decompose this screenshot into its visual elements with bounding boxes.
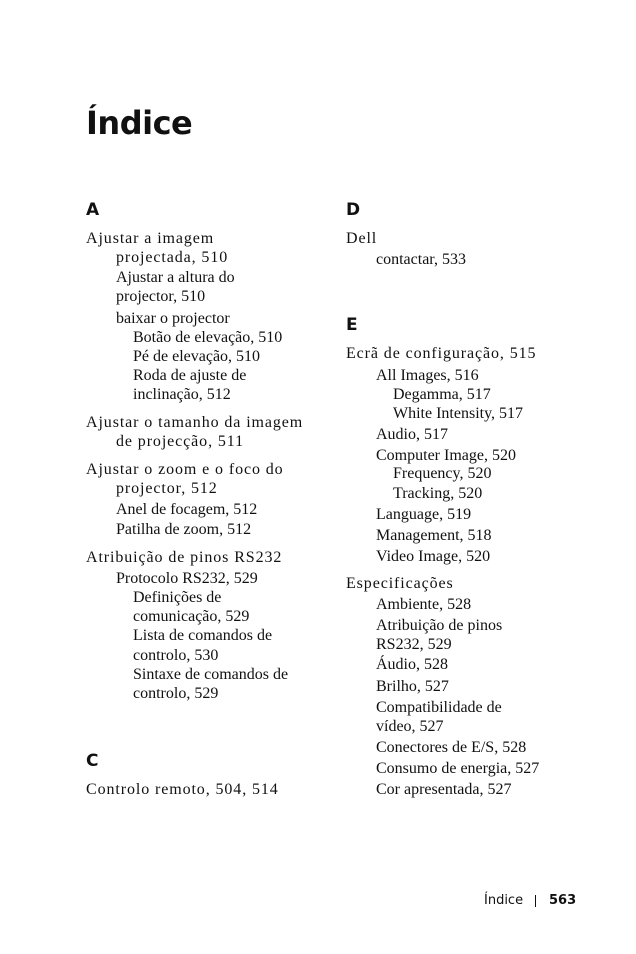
footer-separator bbox=[535, 895, 536, 907]
index-subentry: baixar o projector bbox=[116, 310, 230, 327]
index-subentry: Video Image, 520 bbox=[376, 548, 491, 565]
index-subentry: RS232, 529 bbox=[376, 636, 452, 653]
index-subsubentry: comunicação, 529 bbox=[133, 608, 250, 625]
index-subentry: Computer Image, 520 bbox=[376, 447, 516, 464]
index-subentry: Conectores de E/S, 528 bbox=[376, 739, 527, 756]
index-entry: Ajustar o tamanho da imagem bbox=[86, 414, 304, 431]
index-subsubentry: Botão de elevação, 510 bbox=[133, 329, 283, 346]
index-entry: Dell bbox=[346, 230, 378, 247]
index-subsubentry: controlo, 530 bbox=[133, 647, 219, 664]
index-subentry: contactar, 533 bbox=[376, 251, 466, 268]
index-subentry: All Images, 516 bbox=[376, 367, 479, 384]
index-entry: Ecrã de configuração, 515 bbox=[346, 345, 537, 362]
index-subentry: Language, 519 bbox=[376, 506, 472, 523]
index-subsubentry: Sintaxe de comandos de bbox=[133, 666, 289, 683]
index-subentry: projector, 510 bbox=[116, 288, 206, 305]
index-letter-e: E bbox=[346, 315, 358, 335]
index-subsubentry: Lista de comandos de bbox=[133, 627, 273, 644]
index-subentry: Patilha de zoom, 512 bbox=[116, 521, 252, 538]
index-subsubentry: Degamma, 517 bbox=[393, 386, 491, 403]
index-entry: projectada, 510 bbox=[116, 249, 229, 266]
index-entry: Ajustar a imagem bbox=[86, 230, 215, 247]
index-subentry: Cor apresentada, 527 bbox=[376, 781, 512, 798]
index-subentry: Brilho, 527 bbox=[376, 678, 449, 695]
index-subsubentry: Tracking, 520 bbox=[393, 485, 483, 502]
index-subsubentry: inclinação, 512 bbox=[133, 386, 231, 403]
index-subsubentry: Pé de elevação, 510 bbox=[133, 348, 261, 365]
index-subsubentry: Frequency, 520 bbox=[393, 465, 492, 482]
index-subentry: Compatibilidade de bbox=[376, 699, 502, 716]
index-letter-d: D bbox=[346, 200, 361, 220]
index-subsubentry: Roda de ajuste de bbox=[133, 367, 247, 384]
index-subentry: Atribuição de pinos bbox=[376, 617, 503, 634]
page-number: 563 bbox=[549, 893, 577, 908]
index-subsubentry: controlo, 529 bbox=[133, 685, 219, 702]
index-subentry: vídeo, 527 bbox=[376, 718, 444, 735]
index-entry: Ajustar o zoom e o foco do bbox=[86, 461, 284, 478]
index-letter-c: C bbox=[86, 751, 99, 771]
index-subentry: Áudio, 528 bbox=[376, 656, 448, 673]
index-subentry: Anel de focagem, 512 bbox=[116, 501, 258, 518]
index-subentry: Ambiente, 528 bbox=[376, 596, 472, 613]
index-subentry: Management, 518 bbox=[376, 527, 492, 544]
index-subentry: Audio, 517 bbox=[376, 426, 448, 443]
page-title: Índice bbox=[86, 104, 193, 142]
index-entry: Controlo remoto, 504, 514 bbox=[86, 781, 279, 798]
index-entry: Especificações bbox=[346, 575, 454, 592]
index-subentry: Protocolo RS232, 529 bbox=[116, 570, 258, 587]
index-subsubentry: White Intensity, 517 bbox=[393, 405, 524, 422]
index-entry: projector, 512 bbox=[116, 480, 218, 497]
index-letter-a: A bbox=[86, 200, 100, 220]
index-entry: Atribuição de pinos RS232 bbox=[86, 549, 283, 566]
index-subentry: Consumo de energia, 527 bbox=[376, 760, 540, 777]
index-subsubentry: Definições de bbox=[133, 589, 222, 606]
index-entry: de projecção, 511 bbox=[116, 433, 244, 450]
index-subentry: Ajustar a altura do bbox=[116, 269, 235, 286]
footer-section-label: Índice bbox=[484, 893, 524, 908]
